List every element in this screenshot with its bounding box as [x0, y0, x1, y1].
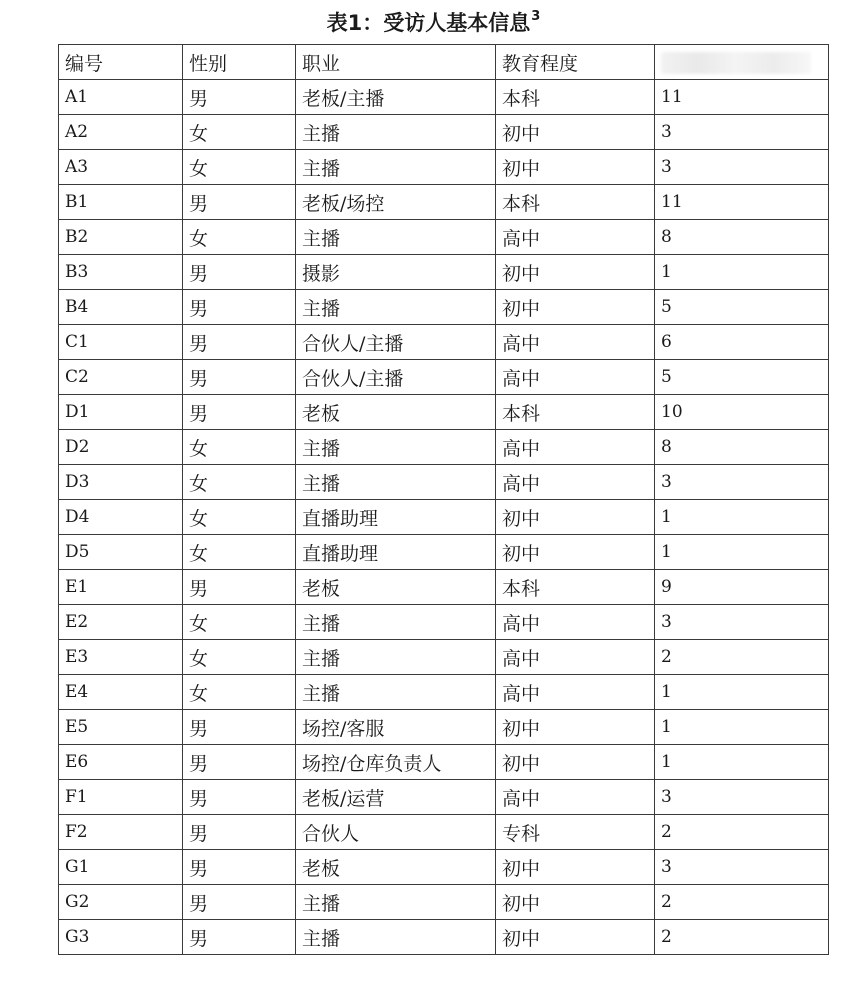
- table-header-row: [59, 45, 829, 80]
- cell-value: 2: [655, 885, 829, 920]
- cell-id: F2: [59, 815, 183, 850]
- cell-occupation: 主播: [296, 220, 496, 255]
- cell-gender: 男: [183, 780, 296, 815]
- cell-education: 高中: [496, 605, 655, 640]
- obscured-header-text: [661, 52, 811, 74]
- header-obscured: [655, 45, 829, 80]
- header-gender: 性别: [183, 45, 296, 80]
- cell-id: E4: [59, 675, 183, 710]
- cell-value: 3: [655, 850, 829, 885]
- cell-id: E6: [59, 745, 183, 780]
- cell-gender: 男: [183, 885, 296, 920]
- cell-id: E2: [59, 605, 183, 640]
- cell-value: 1: [655, 255, 829, 290]
- table-row: [59, 325, 829, 360]
- table-title-text: 表1：受访人基本信息: [326, 11, 531, 35]
- cell-id: B4: [59, 290, 183, 325]
- cell-value: 1: [655, 500, 829, 535]
- cell-value: 3: [655, 780, 829, 815]
- table-row: [59, 780, 829, 815]
- cell-id: G1: [59, 850, 183, 885]
- cell-education: 本科: [496, 570, 655, 605]
- cell-value: 8: [655, 430, 829, 465]
- table-row: [59, 605, 829, 640]
- table-row: [59, 80, 829, 115]
- cell-occupation: 主播: [296, 430, 496, 465]
- table-title: [0, 4, 867, 38]
- cell-education: 高中: [496, 360, 655, 395]
- cell-education: 专科: [496, 815, 655, 850]
- table-row: [59, 535, 829, 570]
- cell-occupation: 老板/主播: [296, 80, 496, 115]
- cell-occupation: 老板/场控: [296, 185, 496, 220]
- respondent-info-table: [58, 44, 829, 955]
- cell-id: C1: [59, 325, 183, 360]
- cell-gender: 女: [183, 220, 296, 255]
- cell-value: 2: [655, 640, 829, 675]
- table-row: [59, 150, 829, 185]
- cell-id: D4: [59, 500, 183, 535]
- cell-id: D1: [59, 395, 183, 430]
- cell-occupation: 合伙人/主播: [296, 325, 496, 360]
- table-row: [59, 850, 829, 885]
- cell-occupation: 合伙人/主播: [296, 360, 496, 395]
- cell-occupation: 场控/客服: [296, 710, 496, 745]
- cell-id: E5: [59, 710, 183, 745]
- cell-id: D5: [59, 535, 183, 570]
- cell-value: 5: [655, 290, 829, 325]
- cell-education: 高中: [496, 780, 655, 815]
- cell-education: 初中: [496, 850, 655, 885]
- cell-value: 11: [655, 80, 829, 115]
- cell-occupation: 主播: [296, 885, 496, 920]
- table-row: [59, 360, 829, 395]
- cell-value: 6: [655, 325, 829, 360]
- cell-occupation: 主播: [296, 640, 496, 675]
- cell-gender: 男: [183, 325, 296, 360]
- cell-occupation: 直播助理: [296, 500, 496, 535]
- cell-occupation: 老板: [296, 850, 496, 885]
- table-body: [59, 80, 829, 955]
- cell-value: 2: [655, 815, 829, 850]
- cell-id: E1: [59, 570, 183, 605]
- cell-education: 高中: [496, 465, 655, 500]
- table-row: [59, 675, 829, 710]
- cell-gender: 女: [183, 115, 296, 150]
- cell-gender: 女: [183, 605, 296, 640]
- cell-gender: 女: [183, 675, 296, 710]
- cell-gender: 男: [183, 920, 296, 955]
- cell-education: 初中: [496, 710, 655, 745]
- cell-gender: 女: [183, 535, 296, 570]
- cell-value: 5: [655, 360, 829, 395]
- header-education: 教育程度: [496, 45, 655, 80]
- cell-occupation: 主播: [296, 920, 496, 955]
- cell-gender: 男: [183, 850, 296, 885]
- cell-occupation: 合伙人: [296, 815, 496, 850]
- cell-value: 3: [655, 605, 829, 640]
- cell-id: G3: [59, 920, 183, 955]
- cell-gender: 男: [183, 815, 296, 850]
- cell-gender: 男: [183, 570, 296, 605]
- cell-value: 3: [655, 150, 829, 185]
- cell-gender: 女: [183, 640, 296, 675]
- table-row: [59, 465, 829, 500]
- cell-gender: 男: [183, 80, 296, 115]
- cell-education: 本科: [496, 80, 655, 115]
- table-row: [59, 430, 829, 465]
- table-row: [59, 815, 829, 850]
- cell-education: 高中: [496, 220, 655, 255]
- cell-gender: 男: [183, 395, 296, 430]
- cell-gender: 男: [183, 290, 296, 325]
- table-row: [59, 290, 829, 325]
- cell-gender: 男: [183, 255, 296, 290]
- cell-gender: 男: [183, 745, 296, 780]
- cell-id: G2: [59, 885, 183, 920]
- cell-value: 1: [655, 745, 829, 780]
- cell-id: A2: [59, 115, 183, 150]
- header-id: 编号: [59, 45, 183, 80]
- cell-education: 本科: [496, 395, 655, 430]
- cell-education: 初中: [496, 745, 655, 780]
- cell-value: 1: [655, 535, 829, 570]
- cell-education: 初中: [496, 500, 655, 535]
- cell-value: 11: [655, 185, 829, 220]
- cell-gender: 女: [183, 430, 296, 465]
- cell-value: 8: [655, 220, 829, 255]
- footnote-marker: 3: [531, 9, 541, 24]
- cell-value: 3: [655, 465, 829, 500]
- table-row: [59, 745, 829, 780]
- cell-id: A3: [59, 150, 183, 185]
- cell-value: 1: [655, 710, 829, 745]
- cell-education: 本科: [496, 185, 655, 220]
- cell-occupation: 摄影: [296, 255, 496, 290]
- table-row: [59, 255, 829, 290]
- cell-id: B2: [59, 220, 183, 255]
- table-row: [59, 710, 829, 745]
- cell-education: 初中: [496, 535, 655, 570]
- cell-id: F1: [59, 780, 183, 815]
- table-row: [59, 570, 829, 605]
- cell-occupation: 场控/仓库负责人: [296, 745, 496, 780]
- cell-id: D3: [59, 465, 183, 500]
- table-row: [59, 920, 829, 955]
- cell-education: 初中: [496, 885, 655, 920]
- cell-occupation: 主播: [296, 290, 496, 325]
- cell-education: 高中: [496, 325, 655, 360]
- cell-gender: 男: [183, 185, 296, 220]
- table-row: [59, 220, 829, 255]
- cell-id: B3: [59, 255, 183, 290]
- cell-education: 高中: [496, 640, 655, 675]
- cell-gender: 女: [183, 465, 296, 500]
- cell-education: 高中: [496, 430, 655, 465]
- table-row: [59, 500, 829, 535]
- cell-occupation: 老板: [296, 570, 496, 605]
- table-row: [59, 395, 829, 430]
- header-occupation: 职业: [296, 45, 496, 80]
- cell-gender: 男: [183, 710, 296, 745]
- cell-education: 初中: [496, 920, 655, 955]
- cell-occupation: 主播: [296, 150, 496, 185]
- cell-id: B1: [59, 185, 183, 220]
- cell-occupation: 主播: [296, 115, 496, 150]
- cell-occupation: 老板/运营: [296, 780, 496, 815]
- table-row: [59, 185, 829, 220]
- cell-occupation: 老板: [296, 395, 496, 430]
- cell-education: 初中: [496, 150, 655, 185]
- cell-value: 2: [655, 920, 829, 955]
- cell-education: 初中: [496, 255, 655, 290]
- cell-occupation: 主播: [296, 605, 496, 640]
- cell-value: 10: [655, 395, 829, 430]
- cell-education: 高中: [496, 675, 655, 710]
- cell-occupation: 主播: [296, 465, 496, 500]
- table-row: [59, 115, 829, 150]
- cell-id: A1: [59, 80, 183, 115]
- cell-value: 1: [655, 675, 829, 710]
- cell-education: 初中: [496, 115, 655, 150]
- cell-id: D2: [59, 430, 183, 465]
- cell-gender: 女: [183, 500, 296, 535]
- cell-value: 9: [655, 570, 829, 605]
- cell-education: 初中: [496, 290, 655, 325]
- cell-occupation: 直播助理: [296, 535, 496, 570]
- cell-value: 3: [655, 115, 829, 150]
- cell-gender: 女: [183, 150, 296, 185]
- table-row: [59, 640, 829, 675]
- cell-id: C2: [59, 360, 183, 395]
- cell-occupation: 主播: [296, 675, 496, 710]
- cell-id: E3: [59, 640, 183, 675]
- table-row: [59, 885, 829, 920]
- cell-gender: 男: [183, 360, 296, 395]
